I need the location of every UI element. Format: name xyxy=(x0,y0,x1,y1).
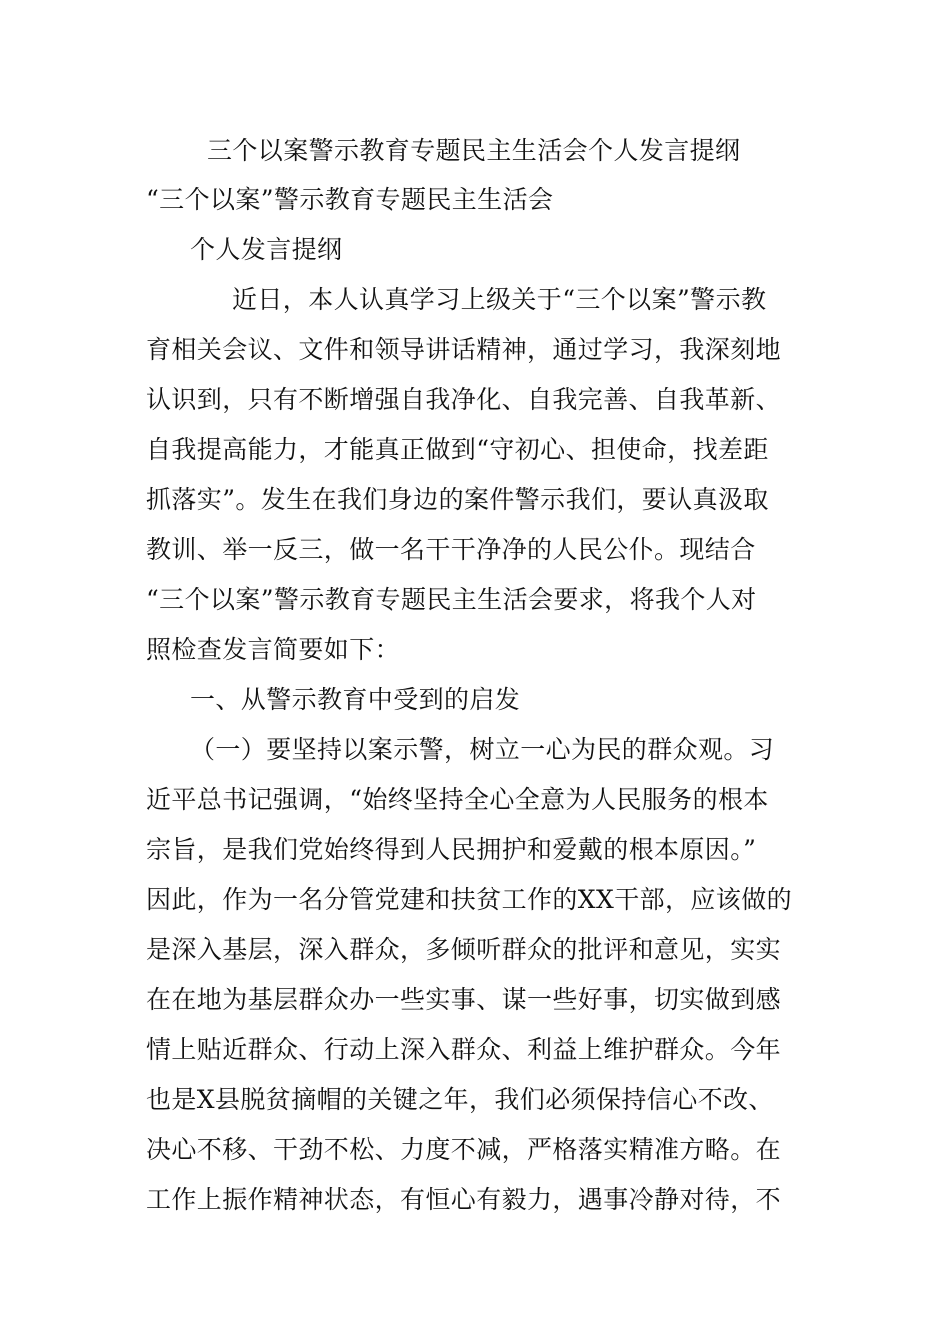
document-title: 三个以案警示教育专题民主生活会个人发言提纲 xyxy=(207,136,741,165)
paragraph-line: 决心不移、干劲不松、力度不减，严格落实精准方略。在 xyxy=(146,1135,782,1164)
subtitle-line-1: “三个以案”警示教育专题民主生活会 xyxy=(146,185,554,214)
paragraph-line: 在在地为基层群众办一些实事、谋一些好事，切实做到感 xyxy=(146,985,782,1014)
paragraph-line: “三个以案”警示教育专题民主生活会要求，将我个人对 xyxy=(146,585,757,614)
paragraph-line: 教训、举一反三，做一名干干净净的人民公仆。现结合 xyxy=(146,535,756,564)
paragraph-line: 近日，本人认真学习上级关于“三个以案”警示教 xyxy=(232,285,767,314)
paragraph-line: 育相关会议、文件和领导讲话精神，通过学习，我深刻地 xyxy=(146,335,782,364)
paragraph-line: （一）要坚持以案示警，树立一心为民的群众观。习 xyxy=(190,735,775,764)
paragraph-line: 自我提高能力，才能真正做到“守初心、担使命，找差距 xyxy=(146,435,769,464)
paragraph-line: 也是X县脱贫摘帽的关键之年，我们必须保持信心不改、 xyxy=(146,1085,774,1114)
paragraph-line: 是深入基层，深入群众，多倾听群众的批评和意见，实实 xyxy=(146,935,782,964)
subtitle-line-2: 个人发言提纲 xyxy=(190,235,343,264)
paragraph-line: 因此，作为一名分管党建和扶贫工作的XX干部，应该做的 xyxy=(146,885,792,914)
paragraph-line: 情上贴近群众、行动上深入群众、利益上维护群众。今年 xyxy=(146,1035,782,1064)
paragraph-line: 照检查发言简要如下： xyxy=(146,635,401,664)
paragraph-line: 抓落实”。发生在我们身边的案件警示我们，要认真汲取 xyxy=(146,485,769,514)
paragraph-line: 认识到，只有不断增强自我净化、自我完善、自我革新、 xyxy=(146,385,782,414)
paragraph-line: 宗旨，是我们党始终得到人民拥护和爱戴的根本原因。” xyxy=(146,835,757,864)
paragraph-line: 近平总书记强调，“始终坚持全心全意为人民服务的根本 xyxy=(146,785,769,814)
paragraph-line: 工作上振作精神状态，有恒心有毅力，遇事冷静对待，不 xyxy=(146,1185,782,1214)
section-heading: 一、从警示教育中受到的启发 xyxy=(190,685,521,714)
